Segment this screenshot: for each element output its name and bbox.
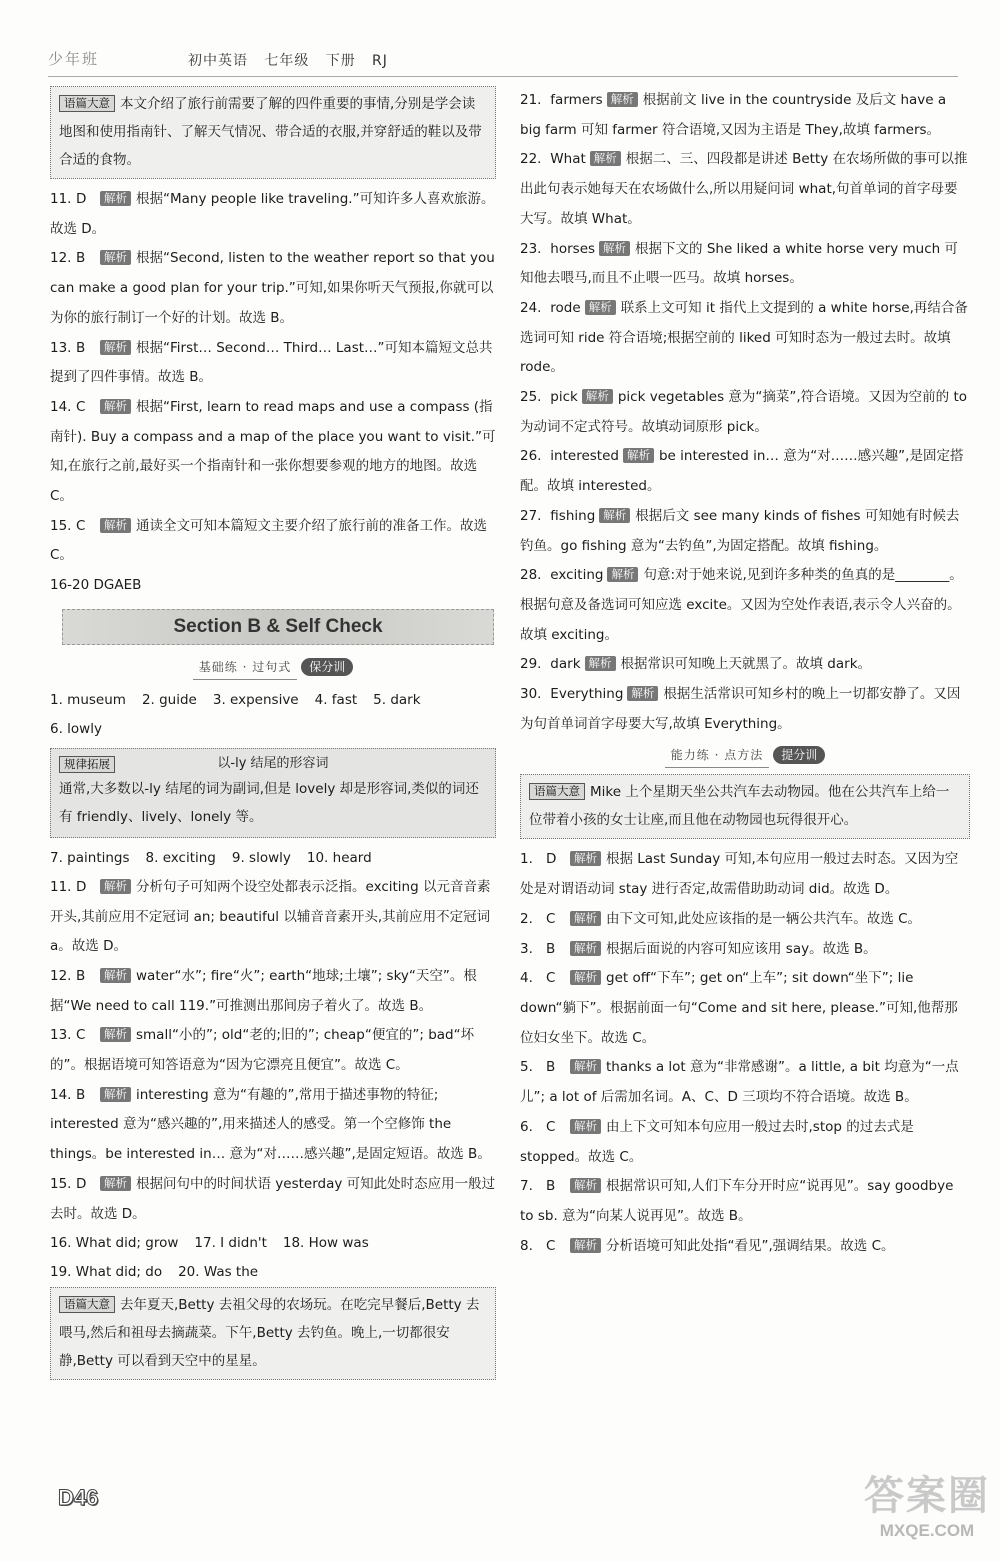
analysis-tag: 解析 — [590, 151, 621, 166]
header-title: 初中英语 七年级 下册 RJ — [188, 53, 388, 69]
analysis-tag: 解析 — [570, 941, 601, 956]
answer-list-c — [520, 86, 970, 739]
answer-item: 14. B 解析 interesting 意为“有趣的”,常用于描述事物的特征; interested 意为“感兴趣的”,用来描述人的感受。第一个空修饰 the things。be interested in… 意为“对……感兴趣”,是固定短语。故选 B。 — [50, 1086, 491, 1163]
answer-item: 24. rode 解析 联系上文可知 it 指代上文提到的 a white horse,再结合备选词可知 ride 符合语境;根据空前的 liked 可知时态为一般过去时。故填 rode。 — [520, 299, 968, 376]
answer-item: 29. dark 解析 根据常识可知晚上天就黑了。故填 dark。 — [520, 656, 872, 673]
analysis-tag: 解析 — [570, 911, 601, 926]
answer-item: 11. D 解析 根据“Many people like traveling.”可知许多人喜欢旅游。故选 D。 — [50, 191, 495, 237]
summary-text: 本文介绍了旅行前需要了解的四件重要的事情,分别是学会读地图和使用指南针、了解天气情况、带合适的衣服,并穿舒适的鞋以及带合适的食物。 — [59, 96, 482, 168]
extension-tag: 规律拓展 — [59, 756, 115, 773]
analysis-tag: 解析 — [100, 879, 131, 894]
answer-item: 1. D 解析 根据 Last Sunday 可知,本句应用一般过去时态。又因为空处是对谓语动词 stay 进行否定,故需借助助动词 did。故选 D。 — [520, 851, 959, 898]
summary-box-3 — [520, 774, 970, 839]
analysis-tag: 解析 — [570, 970, 601, 985]
summary-tag: 语篇大意 — [529, 783, 585, 800]
analysis-tag: 解析 — [100, 518, 131, 533]
analysis-tag: 解析 — [585, 300, 616, 315]
analysis-tag: 解析 — [570, 1119, 601, 1134]
analysis-tag: 解析 — [570, 851, 601, 866]
answer-list-b — [50, 873, 496, 1229]
watermark-logo: 答案圈 — [864, 1474, 990, 1518]
answer-item: 30. Everything 解析 根据生活常识可知乡村的晚上一切都安静了。又因为句首单词首字母要大写,故填 Everything。 — [520, 686, 961, 732]
analysis-tag: 解析 — [100, 340, 131, 355]
answer-item: 11. D 解析 分析句子可知两个设空处都表示泛指。exciting 以元音音素开头,其前应用不定冠词 an; beautiful 以辅音音素开头,其前应用不定冠词 a。故选 D。 — [50, 878, 491, 955]
answer-item: 15. D 解析 根据问句中的时间状语 yesterday 可知此处时态应用一般过去时。故选 D。 — [50, 1175, 496, 1222]
vocab-row-1: 1. museum 2. guide 3. expensive 4. fast 5. dark — [50, 691, 421, 708]
extension-text: 通常,大多数以-ly 结尾的词为副词,但是 lovely 却是形容词,类似的词还有 friendly、lively、lonely 等。 — [59, 780, 479, 825]
answer-item: 25. pick 解析 pick vegetables 意为“摘菜”,符合语境。又因为空前的 to 为动词不定式符号。故填动词原形 pick。 — [520, 389, 968, 435]
summary-text: 去年夏天,Betty 去祖父母的农场玩。在吃完早餐后,Betty 去喂马,然后和祖母去摘蔬菜。下午,Betty 去钓鱼。晚上,一切都很安静,Betty 可以看到天空中的星星。 — [59, 1297, 480, 1370]
extension-box — [50, 748, 496, 838]
analysis-tag: 解析 — [100, 1176, 131, 1191]
sub-banner-basic: 基础练 · 过句式 保分训 — [50, 655, 496, 680]
answer-item: 28. exciting 解析 句意:对于她来说,见到许多种类的鱼真的是________。根据句意及备选词可知应选 excite。又因为空处作表语,表示令人兴奋的。故填 exciting。 — [520, 567, 963, 643]
answer-item: 26. interested 解析 be interested in… 意为“对……感兴趣”,是固定搭配。故填 interested。 — [520, 448, 964, 495]
answer-list-a — [50, 185, 496, 571]
analysis-tag: 解析 — [599, 241, 630, 256]
answer-item: 15. C 解析 通读全文可知本篇短文主要介绍了旅行前的准备工作。故选 C。 — [50, 517, 487, 564]
answer-item: 5. B 解析 thanks a lot 意为“非常感谢”。a little, a bit 均意为“一点儿”; a lot of 后需加名词。A、C、D 三项均不符合语境。故选 B。 — [520, 1059, 959, 1106]
analysis-tag: 解析 — [100, 191, 131, 206]
answer-item: 4. C 解析 get off“下车”; get on“上车”; sit down“坐下”; lie down“躺下”。根据前面一句“Come and sit here, please.”可知,他帮那位妇女坐下。故选 C。 — [520, 970, 958, 1046]
sub-banner-badge: 提分训 — [773, 746, 825, 764]
page-header — [48, 44, 508, 74]
brand-logo: 少年班 — [48, 50, 100, 68]
answer-item: 6. C 解析 由上下文可知本句应用一般过去时,stop 的过去式是 stopped。故选 C。 — [520, 1118, 914, 1165]
page-number: D46 — [58, 1485, 99, 1510]
analysis-tag: 解析 — [599, 508, 630, 523]
answer-item: 7. B 解析 根据常识可知,人们下车分开时应“说再见”。say goodbye to sb. 意为“向某人说再见”。故选 B。 — [520, 1178, 954, 1224]
answer-list-d — [520, 845, 970, 1261]
answer-item: 21. farmers 解析 根据前文 live in the countryside 及后文 have a big farm 可知 farmer 符合语境,又因为主语是 They,故填 farmers。 — [520, 92, 947, 138]
answer-item: 3. B 解析 根据后面说的内容可知应该用 say。故选 B。 — [520, 940, 877, 957]
watermark — [862, 1472, 992, 1556]
answer-item: 2. C 解析 由下文可知,此处应该指的是一辆公共汽车。故选 C。 — [520, 910, 922, 927]
answer-item: 14. C 解析 根据“First, learn to read maps and use a compass (指南针). Buy a compass and a map of the place you want to visit.”可知,在旅行之前,最好买一个指南针和一张你想要参观的地方的地图。故选 C。 — [50, 398, 496, 505]
analysis-tag: 解析 — [100, 250, 131, 265]
analysis-tag: 解析 — [582, 389, 613, 404]
answer-item: 12. B 解析 根据“Second, listen to the weather report so that you can make a good plan for your trip.”可知,如果你听天气预报,你就可以为你的旅行制订一个好的计划。故选 B。 — [50, 250, 495, 326]
summary-tag: 语篇大意 — [59, 1296, 115, 1313]
vocab-row-2: 6. lowly — [50, 720, 102, 737]
right-column — [520, 86, 970, 1261]
left-column — [50, 86, 496, 1386]
fill-row-1: 16. What did; grow 17. I didn't 18. How was — [50, 1235, 369, 1252]
analysis-tag: 解析 — [100, 968, 131, 983]
analysis-tag: 解析 — [607, 92, 638, 107]
answer-item: 13. B 解析 根据“First… Second… Third… Last…”可知本篇短文总共提到了四件事情。故选 B。 — [50, 339, 493, 386]
answer-item: 23. horses 解析 根据下文的 She liked a white horse very much 可知他去喂马,而且不止喂一匹马。故填 horses。 — [520, 240, 958, 287]
answer-item: 13. C 解析 small“小的”; old“老的;旧的”; cheap“便宜的”; bad“坏的”。根据语境可知答语意为“因为它漂亮且便宜”。故选 C。 — [50, 1027, 475, 1074]
answer-item: 8. C 解析 分析语境可知此处指“看见”,强调结果。故选 C。 — [520, 1237, 895, 1254]
answer-item: 27. fishing 解析 根据后文 see many kinds of fishes 可知她有时候去钓鱼。go fishing 意为“去钓鱼”,为固定搭配。故填 fishing。 — [520, 507, 960, 554]
analysis-tag: 解析 — [570, 1059, 601, 1074]
header-divider — [48, 76, 958, 77]
analysis-tag: 解析 — [570, 1178, 601, 1193]
answer-item: 22. What 解析 根据二、三、四段都是讲述 Betty 在农场所做的事可以推出此句表示她每天在农场做什么,所以用疑问词 what,句首单词的首字母要大写。故填 What。 — [520, 151, 968, 227]
summary-box-1 — [50, 86, 496, 179]
extension-heading: 以-ly 结尾的形容词 — [217, 755, 329, 771]
analysis-tag: 解析 — [100, 399, 131, 414]
summary-tag: 语篇大意 — [59, 95, 115, 112]
fill-row-2: 19. What did; do 20. Was the — [50, 1264, 259, 1281]
summary-box-2 — [50, 1287, 496, 1380]
sub-banner-badge: 保分训 — [301, 658, 353, 676]
watermark-url: MXQE.COM — [879, 1521, 975, 1540]
analysis-tag: 解析 — [100, 1087, 131, 1102]
analysis-tag: 解析 — [627, 686, 658, 701]
summary-text: Mike 上个星期天坐公共汽车去动物园。他在公共汽车上给一位带着小孩的女士让座,而且他在动物园也玩得很开心。 — [529, 784, 950, 829]
analysis-tag: 解析 — [585, 656, 616, 671]
answer-item: 12. B 解析 water“水”; fire“火”; earth“地球;土壤”; sky“天空”。根据“We need to call 119.”可推测出那间房子着火了。故选 B。 — [50, 967, 477, 1014]
analysis-tag: 解析 — [570, 1238, 601, 1253]
sub-banner-ability: 能力练 · 点方法 提分训 — [520, 743, 970, 768]
section-banner: Section B & Self Check — [62, 609, 494, 645]
analysis-tag: 解析 — [623, 448, 654, 463]
vocab-row-3: 7. paintings 8. exciting 9. slowly 10. heard — [50, 849, 372, 866]
analysis-tag: 解析 — [607, 567, 638, 582]
answer-line-16-20: 16-20 DGAEB — [50, 577, 142, 594]
analysis-tag: 解析 — [100, 1027, 131, 1042]
